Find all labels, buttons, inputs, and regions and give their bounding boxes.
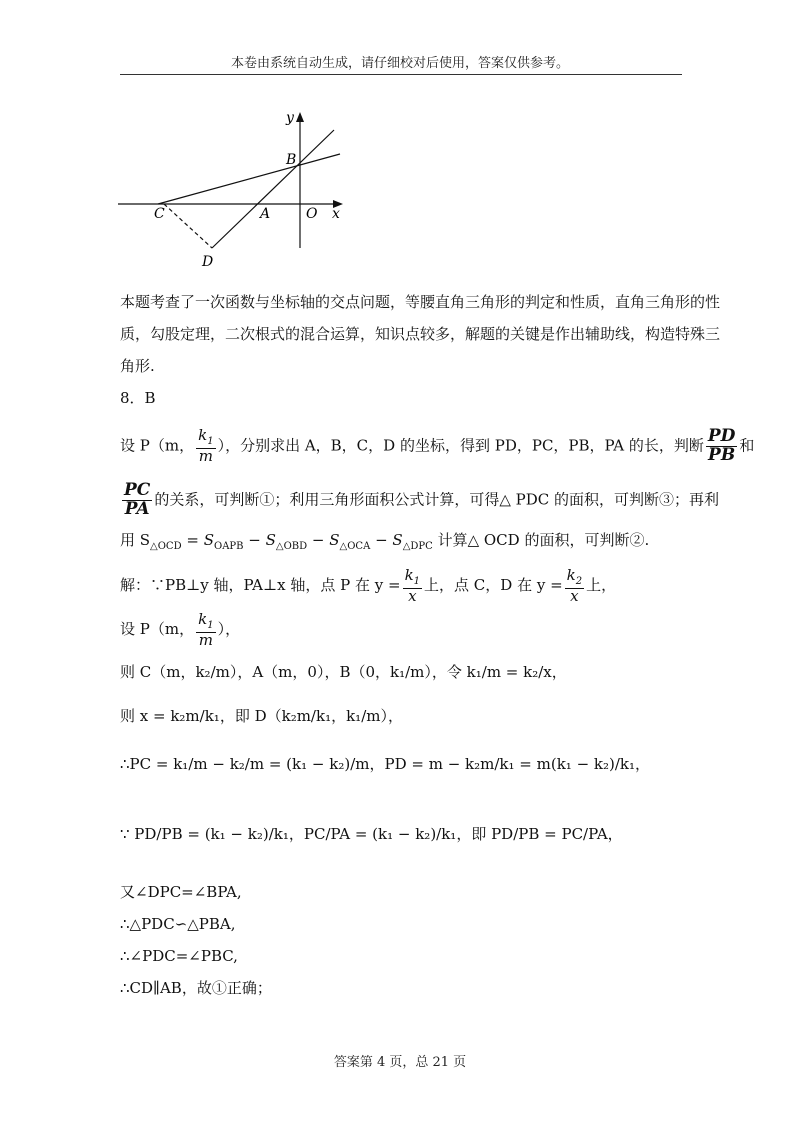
summary-line-3: 角形. [120,357,155,375]
q8-analysis-line-3: 用 $S_{\triangle OCD} = S_{OAPB} - S_{\triangle OBD} - S_{\triangle OCA} - S_{\triangle DPC}$ 计算△ OCD 的面积，可判断②. [120,531,650,552]
frac-k1-x: $\frac{k_1}{x}$ [404,566,421,605]
q8-solution-line-7: 又∠DPC=∠BPA, [120,883,242,901]
label-c: C [154,206,165,222]
frac-k1-m-2: $\frac{k_1}{m}$ [198,610,214,649]
label-b: B [286,152,297,168]
q8-solution-line-6: ∵ PD/PB = (k₁ − k₂)/k₁，PC/PA = (k₁ − k₂)/k₁，即 PD/PB = PC/PA， [120,825,623,843]
frac-pc-pa: $\frac{PC}{PA}$ [124,480,151,519]
q8-solution-line-9: ∴∠PDC=∠PBC, [120,947,238,965]
line-cb [158,154,340,204]
summary-line-2: 质，勾股定理，二次根式的混合运算，知识点较多，解题的关键是作出辅助线，构造特殊三 [120,325,721,343]
line-ab [212,130,334,248]
q8-solution-line-5: ∴PC = k₁/m − k₂/m = (k₁ − k₂)/m，PD = m − k₂m/k₁ = m(k₁ − k₂)/k₁， [120,755,651,773]
y-axis-arrow [296,112,304,122]
label-a: A [260,206,271,222]
page-footer: 答案第 4 页，总 21 页 [333,1055,467,1070]
q8-solution-line-1: 解：∵PB⊥y 轴，PA⊥x 轴，点 P 在 y = $\frac{k_1}{x}$ 上，点 C，D 在 y = $\frac{k_2}{x}$ 上， [120,566,617,605]
q8-analysis-line-2: $\frac{PC}{PA}$ 的关系，可判断①；利用三角形面积公式计算，可得△ PDC 的面积，可判断③；再利 [124,480,719,519]
frac-k1-m: $\frac{k_1}{m}$ [198,426,214,465]
q8-solution-line-2: 设 P（m， $\frac{k_1}{m}$ ）， [120,610,241,649]
dashed-cd [164,204,212,248]
summary-line-1: 本题考查了一次函数与坐标轴的交点问题，等腰直角三角形的判定和性质，直角三角形的性 [120,293,721,311]
frac-k2-x: $\frac{k_2}{x}$ [566,566,583,605]
label-y: y [286,110,294,126]
q8-answer: 8．B [120,389,156,407]
label-d: D [202,254,214,270]
q8-solution-line-10: ∴CD∥AB，故①正确； [120,979,272,997]
q8-analysis-line-1: 设 P（m， $\frac{k_1}{m}$ ），分别求出 A，B，C，D 的坐标，得到 PD，PC，PB，PA 的长，判断 $\frac{PD}{PB}$ 和 [120,426,755,465]
frac-pd-pb: $\frac{PD}{PB}$ [707,426,736,465]
q8-solution-line-4: 则 x = k₂m/k₁，即 D（k₂m/k₁，k₁/m）， [120,707,403,725]
q8-solution-line-8: ∴△PDC∽△PBA, [120,915,236,933]
figure-svg [118,108,353,273]
coordinate-figure [118,108,353,277]
label-x: x [332,206,340,222]
header-divider [120,74,682,75]
q8-solution-line-3: 则 C（m，k₂/m），A（m，0），B（0，k₁/m），令 k₁/m = k₂/x， [120,663,567,681]
page-header: 本卷由系统自动生成，请仔细校对后使用，答案仅供参考。 [230,56,569,71]
label-o: O [306,206,318,222]
